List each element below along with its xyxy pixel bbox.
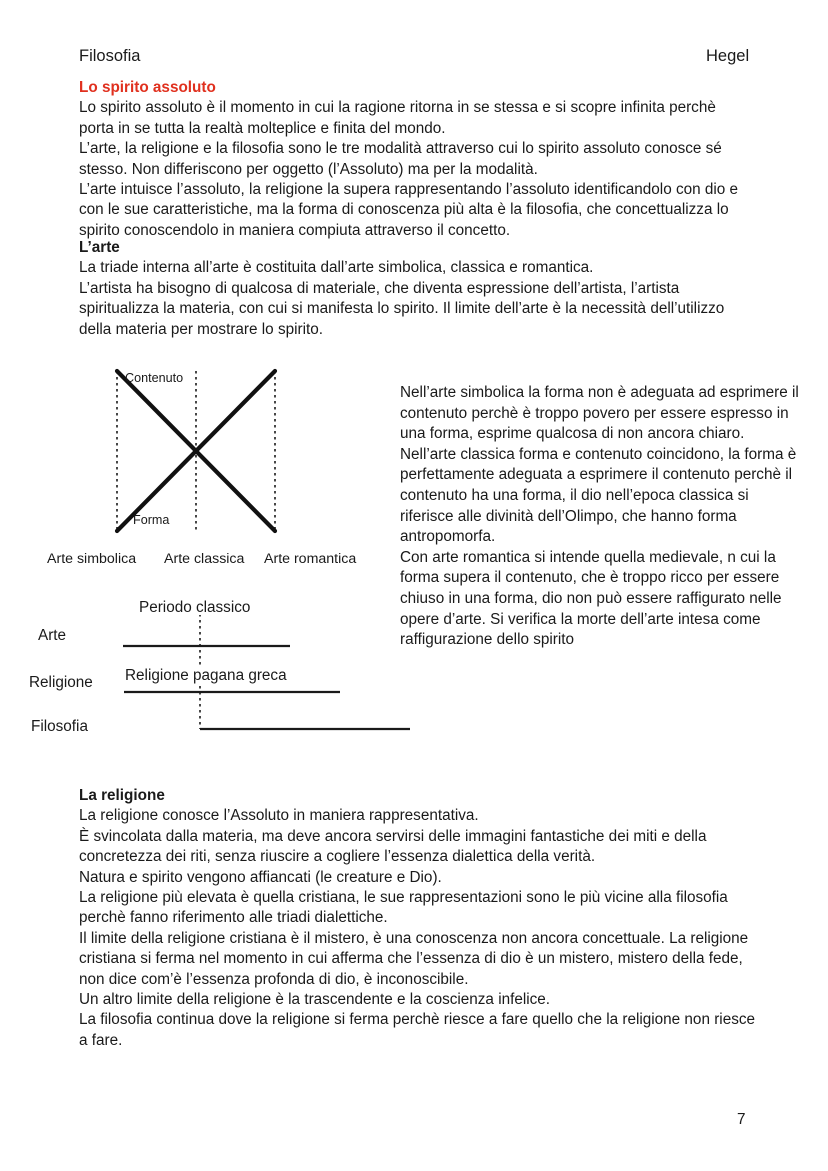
- paragraph: È svincolata dalla materia, ma deve ancora servirsi delle immagini fantastiche dei miti e della concretezza dei riti, senza riuscire a cogliere l’essenza dialettica della verità.: [79, 827, 707, 866]
- x-diagram-axis-label-romantica: Arte romantica: [264, 551, 357, 567]
- x-diagram-label-forma: Forma: [133, 513, 170, 527]
- page-number: 7: [737, 1111, 746, 1128]
- arte-religione-filosofia-timeline: [20, 592, 440, 752]
- form-content-x-diagram: [40, 362, 385, 572]
- x-diagram-label-contenuto: Contenuto: [125, 371, 184, 385]
- section-heading-spirito-assoluto: Lo spirito assoluto: [79, 79, 216, 96]
- timeline-row-label-filosofia: Filosofia: [31, 718, 88, 735]
- x-diagram-axis-label-classica: Arte classica: [164, 551, 245, 567]
- paragraph: Lo spirito assoluto è il momento in cui la ragione ritorna in se stessa e si scopre infinita perchè porta in se tutta la realtà molteplice e finita del mondo.: [79, 99, 716, 137]
- paragraph: La triade interna all’arte è costituita dall’arte simbolica, classica e romantica.: [79, 259, 594, 277]
- paragraph: La religione conosce l’Assoluto in maniera rappresentativa.: [79, 807, 479, 825]
- x-diagram-graphic: [40, 362, 385, 572]
- paragraph: Con arte romantica si intende quella medievale, n cui la forma supera il contenuto, che è troppo ricco per essere chiuso in una forma, dio non può essere raffigurato nelle opere d’arte. Si verifica la morte dell’arte intesa come raffigurazione dello spirito: [400, 548, 782, 649]
- paragraph: L’arte intuisce l’assoluto, la religione la supera rappresentando l’assoluto identificandolo con dio e con le sue caratteristiche, ma la forma di conoscenza più alta è la filosofia, che concettualizza lo spirito conoscendolo in maniera compiuta attraverso il concetto.: [79, 181, 739, 239]
- section-heading-religione: La religione: [79, 787, 165, 804]
- paragraph: Il limite della religione cristiana è il mistero, è una conoscenza non ancora concettuale. La religione cristiana si ferma nel momento in cui afferma che l’essenza di dio è un mistero, mistero della fede, non dice com’è l’essenza profonda di dio, è inconoscibile.: [79, 929, 749, 988]
- paragraph: L’artista ha bisogno di qualcosa di materiale, che diventa espressione dell’artista, l’artista spiritualizza la materia, con cui si manifesta lo spirito. Il limite dell’arte è la necessità dell’utilizzo della materia per mostrare lo spirito.: [79, 279, 725, 338]
- section-heading-arte: L’arte: [79, 239, 120, 256]
- timeline-row-label-religione: Religione: [29, 674, 93, 691]
- header-author: Hegel: [706, 47, 750, 65]
- section-religione: [79, 786, 759, 1051]
- x-diagram-axis-label-simbolica: Arte simbolica: [47, 551, 137, 567]
- commentary-column: [400, 383, 800, 651]
- paragraph: La filosofia continua dove la religione si ferma perchè riesce a fare quello che la religione non riesce a fare.: [79, 1011, 756, 1049]
- timeline-caption-periodo-classico: Periodo classico: [139, 599, 251, 616]
- paragraph: Nell’arte simbolica la forma non è adeguata ad esprimere il contenuto perchè è troppo povero per essere espresso in una forma, esprime qualcosa di non ancora chiaro.: [400, 384, 799, 443]
- section-spirito-assoluto: [79, 78, 751, 241]
- paragraph: La religione più elevata è quella cristiana, le sue rappresentazioni sono le più vicine alla filosofia perchè fanno riferimento alle triadi dialettiche.: [79, 889, 728, 927]
- paragraph: Nell’arte classica forma e contenuto coincidono, la forma è perfettamente adeguata a esprimere il contenuto perchè il contenuto ha una forma, il dio nell’epoca classica si riferisce alle divinità dell’Olimpo, che hanno forma antropomorfa.: [400, 445, 797, 546]
- timeline-caption-religione-pagana: Religione pagana greca: [125, 667, 287, 684]
- section-arte: [79, 238, 751, 340]
- paragraph: Un altro limite della religione è la trascendente e la coscienza infelice.: [79, 991, 551, 1009]
- paragraph: Natura e spirito vengono affiancati (le creature e Dio).: [79, 868, 442, 886]
- paragraph: L’arte, la religione e la filosofia sono le tre modalità attraverso cui lo spirito assoluto conosce sé stesso. Non differiscono per oggetto (l’Assoluto) ma per la modalità.: [79, 140, 722, 178]
- header-subject: Filosofia: [79, 47, 141, 65]
- timeline-row-label-arte: Arte: [38, 627, 67, 644]
